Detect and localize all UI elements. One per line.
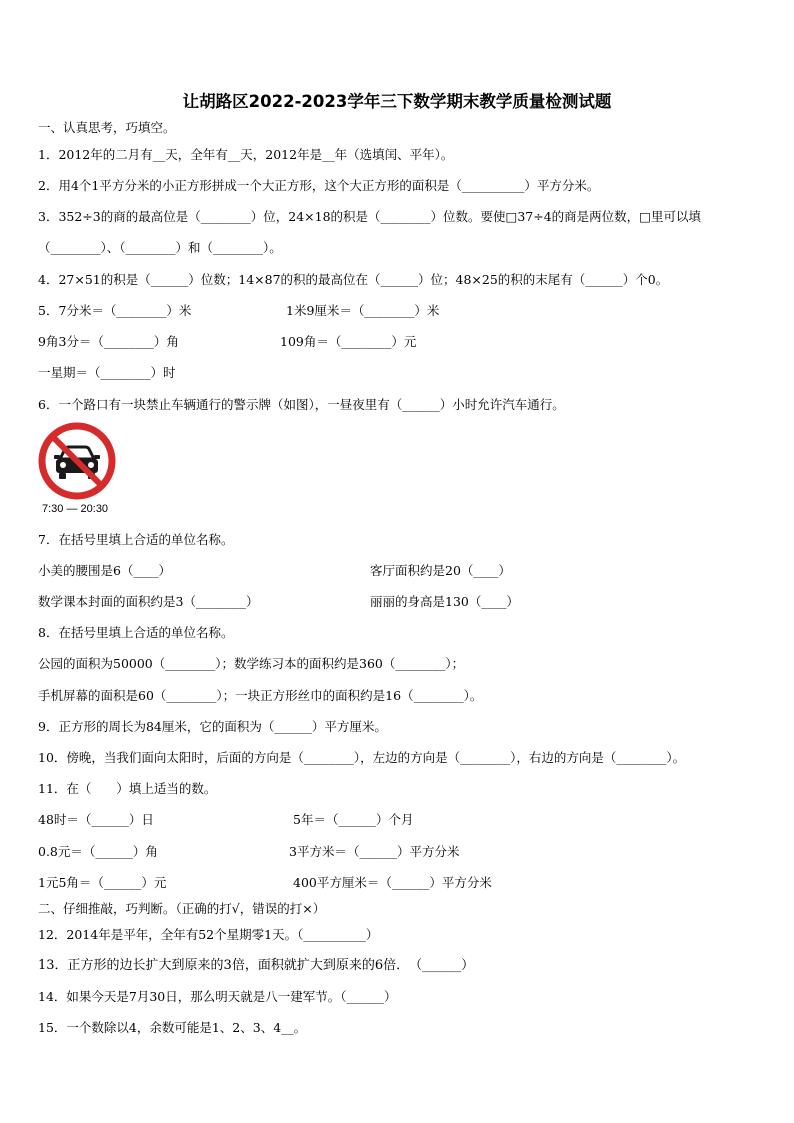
question-6: 6．一个路口有一块禁止车辆通行的警示牌（如图），一昼夜里有（______）小时允许汽车通行。 xyxy=(38,397,565,412)
question-13: 13．正方形的边长扩大到原来的3倍，面积就扩大到原来的6倍． （______） xyxy=(38,958,475,973)
question-8-b: 手机屏幕的面积是60（________）；一块正方形丝巾的面积约是16（________）。 xyxy=(38,688,483,703)
question-7-a: 小美的腰围是6（____） xyxy=(38,563,171,578)
question-14: 14．如果今天是7月30日，那么明天就是八一建军节。（______） xyxy=(38,989,397,1004)
question-8-stem: 8．在括号里填上合适的单位名称。 xyxy=(38,625,234,640)
question-3-line-1: 3．352÷3的商的最高位是（________）位，24×18的积是（________）位数。要使□37÷4的商是两位数，□里可以填 xyxy=(38,209,701,224)
question-11-a: 48时＝（______）日 xyxy=(38,812,154,827)
question-5-a: 5．7分米＝（________）米 xyxy=(38,303,192,318)
question-11-c: 0.8元＝（______）角 xyxy=(38,844,158,859)
question-7-d: 丽丽的身高是130（____） xyxy=(370,594,519,609)
no-vehicles-sign-icon xyxy=(38,422,116,500)
question-5-d: 109角＝（________）元 xyxy=(280,334,417,349)
question-5-c: 9角3分＝（________）角 xyxy=(38,334,179,349)
question-3-line-2: （________）、（________）和（________）。 xyxy=(38,240,282,255)
section-2-heading: 二、仔细推敲，巧判断。（正确的打√，错误的打×） xyxy=(38,901,326,916)
question-11-e: 1元5角＝（______）元 xyxy=(38,875,167,890)
page-title: 让胡路区2022-2023学年三下数学期末教学质量检测试题 xyxy=(182,92,612,111)
question-7-stem: 7．在括号里填上合适的单位名称。 xyxy=(38,532,234,547)
question-11-stem: 11．在（ ）填上适当的数。 xyxy=(38,781,217,796)
question-11-f: 400平方厘米＝（______）平方分米 xyxy=(293,875,492,890)
question-11-b: 5年＝（______）个月 xyxy=(293,812,414,827)
section-1-heading: 一、认真思考，巧填空。 xyxy=(38,120,176,135)
question-5-e: 一星期＝（________）时 xyxy=(38,365,176,380)
question-15: 15．一个数除以4，余数可能是1、2、3、4__。 xyxy=(38,1020,307,1035)
question-7-c: 数学课本封面的面积约是3（________） xyxy=(38,594,259,609)
question-8-a: 公园的面积为50000（________）；数学练习本的面积约是360（________）； xyxy=(38,656,465,671)
sign-caption: 7:30 — 20:30 xyxy=(42,503,109,515)
question-2: 2．用4个1平方分米的小正方形拼成一个大正方形，这个大正方形的面积是（__________）平方分米。 xyxy=(38,178,600,193)
question-5-b: 1米9厘米＝（________）米 xyxy=(286,303,440,318)
question-4: 4．27×51的积是（______）位数；14×87的积的最高位在（______）位；48×25的积的末尾有（______）个0。 xyxy=(38,272,669,287)
question-12: 12．2014年是平年，全年有52个星期零1天。（__________） xyxy=(38,927,379,942)
question-10: 10．傍晚，当我们面向太阳时，后面的方向是（________），左边的方向是（________），右边的方向是（________）。 xyxy=(38,750,686,765)
question-11-d: 3平方米＝（______）平方分米 xyxy=(289,844,460,859)
question-1: 1．2012年的二月有__天，全年有__天，2012年是__年（选填闰、平年）。 xyxy=(38,147,454,162)
question-9: 9．正方形的周长为84厘米，它的面积为（______）平方厘米。 xyxy=(38,719,387,734)
question-7-b: 客厅面积约是20（____） xyxy=(370,563,511,578)
